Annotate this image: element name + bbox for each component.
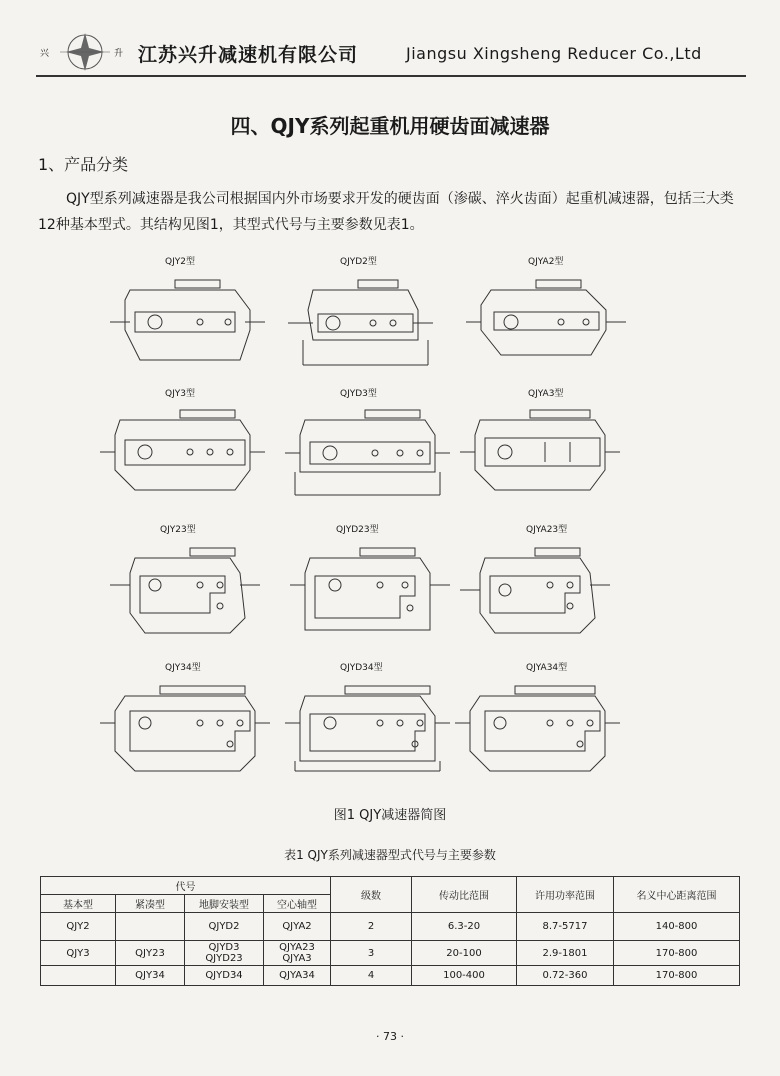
company-logo bbox=[40, 30, 130, 78]
header-hollow: 空心轴型 bbox=[264, 895, 331, 913]
cell-hollow-line1: QJYA23 bbox=[279, 942, 315, 953]
intro-paragraph: QJY型系列减速器是我公司根据国内外市场要求开发的硬齿面（渗碳、淬火齿面）起重机减速器，包括三大类12种基本型式。其结构见图1，其型式代号与主要参数见表1。 bbox=[38, 191, 734, 233]
company-name-cn: 江苏兴升减速机有限公司 bbox=[138, 44, 359, 66]
header-power: 许用功率范围 bbox=[517, 877, 614, 913]
cell-stages: 3 bbox=[331, 941, 412, 966]
table-header-row bbox=[41, 877, 740, 895]
parameters-table bbox=[40, 876, 740, 986]
header-basic: 基本型 bbox=[41, 895, 116, 913]
diagram-qjyd3 bbox=[285, 400, 465, 500]
logo-right-glyph: 升 bbox=[114, 49, 124, 59]
table-caption: 表1 QJY系列减速器型式代号与主要参数 bbox=[284, 848, 496, 862]
fig-label-qjy23: QJY23型 bbox=[160, 525, 196, 535]
cell-basic: QJY3 bbox=[41, 941, 116, 966]
table-row bbox=[41, 941, 740, 966]
cell-center: 140-800 bbox=[614, 913, 740, 941]
header-compact: 紧凑型 bbox=[116, 895, 185, 913]
cell-hollow: QJYA2 bbox=[264, 913, 331, 941]
cell-ratio: 20-100 bbox=[412, 941, 517, 966]
cell-compact bbox=[116, 913, 185, 941]
logo-left-glyph: 兴 bbox=[40, 49, 50, 59]
header-center: 名义中心距离范围 bbox=[614, 877, 740, 913]
cell-ratio: 6.3-20 bbox=[412, 913, 517, 941]
table-row bbox=[41, 913, 740, 941]
cell-hollow: QJYA34 bbox=[264, 966, 331, 986]
figure-caption: 图1 QJY减速器简图 bbox=[333, 808, 447, 823]
cell-center: 170-800 bbox=[614, 966, 740, 986]
section-heading: 1、产品分类 bbox=[38, 155, 129, 174]
fig-label-qjyd2: QJYD2型 bbox=[340, 257, 377, 267]
fig-label-qjyd23: QJYD23型 bbox=[336, 525, 379, 535]
cell-foot-line2: QJYD23 bbox=[205, 953, 243, 964]
cell-hollow bbox=[264, 941, 331, 966]
diagram-qjy34 bbox=[100, 676, 280, 776]
header-foot: 地脚安装型 bbox=[185, 895, 264, 913]
fig-label-qjya23: QJYA23型 bbox=[526, 525, 568, 535]
diagram-qjya3 bbox=[460, 400, 640, 500]
page-number: · 73 · bbox=[376, 1030, 404, 1043]
cell-compact: QJY23 bbox=[116, 941, 185, 966]
diagram-qjyd2 bbox=[288, 270, 468, 370]
cell-hollow-line2: QJYA3 bbox=[282, 953, 312, 964]
diagram-qjyd34 bbox=[285, 676, 465, 776]
fig-label-qjyd3: QJYD3型 bbox=[340, 389, 377, 399]
cell-compact: QJY34 bbox=[116, 966, 185, 986]
header-stages: 级数 bbox=[331, 877, 412, 913]
header-code: 代号 bbox=[41, 877, 331, 895]
diagram-qjya34 bbox=[455, 676, 635, 776]
table-row bbox=[41, 966, 740, 986]
company-name-en: Jiangsu Xingsheng Reducer Co.,Ltd bbox=[406, 44, 702, 63]
cell-basic bbox=[41, 966, 116, 986]
cell-foot bbox=[185, 941, 264, 966]
fig-label-qjyd34: QJYD34型 bbox=[340, 663, 383, 673]
cell-foot: QJYD34 bbox=[185, 966, 264, 986]
fig-label-qjy3: QJY3型 bbox=[165, 389, 195, 399]
cell-stages: 2 bbox=[331, 913, 412, 941]
fig-label-qjy2: QJY2型 bbox=[165, 257, 195, 267]
diagram-qjy23 bbox=[110, 538, 290, 638]
cell-center: 170-800 bbox=[614, 941, 740, 966]
cell-ratio: 100-400 bbox=[412, 966, 517, 986]
fig-label-qjy34: QJY34型 bbox=[165, 663, 201, 673]
diagram-qjy3 bbox=[100, 400, 280, 500]
cell-foot-line1: QJYD3 bbox=[208, 942, 240, 953]
diagram-qjyd23 bbox=[290, 538, 470, 638]
cell-power: 0.72-360 bbox=[517, 966, 614, 986]
cell-basic: QJY2 bbox=[41, 913, 116, 941]
cell-power: 2.9-1801 bbox=[517, 941, 614, 966]
fig-label-qjya3: QJYA3型 bbox=[528, 389, 564, 399]
fig-label-qjya2: QJYA2型 bbox=[528, 257, 564, 267]
cell-power: 8.7-5717 bbox=[517, 913, 614, 941]
cell-stages: 4 bbox=[331, 966, 412, 986]
fig-label-qjya34: QJYA34型 bbox=[526, 663, 568, 673]
diagram-qjya2 bbox=[466, 270, 646, 370]
header-divider bbox=[36, 75, 746, 77]
cell-foot: QJYD2 bbox=[185, 913, 264, 941]
diagram-qjy2 bbox=[110, 270, 290, 370]
header-ratio: 传动比范围 bbox=[412, 877, 517, 913]
diagram-qjya23 bbox=[460, 538, 640, 638]
page-title: 四、QJY系列起重机用硬齿面减速器 bbox=[230, 114, 550, 138]
